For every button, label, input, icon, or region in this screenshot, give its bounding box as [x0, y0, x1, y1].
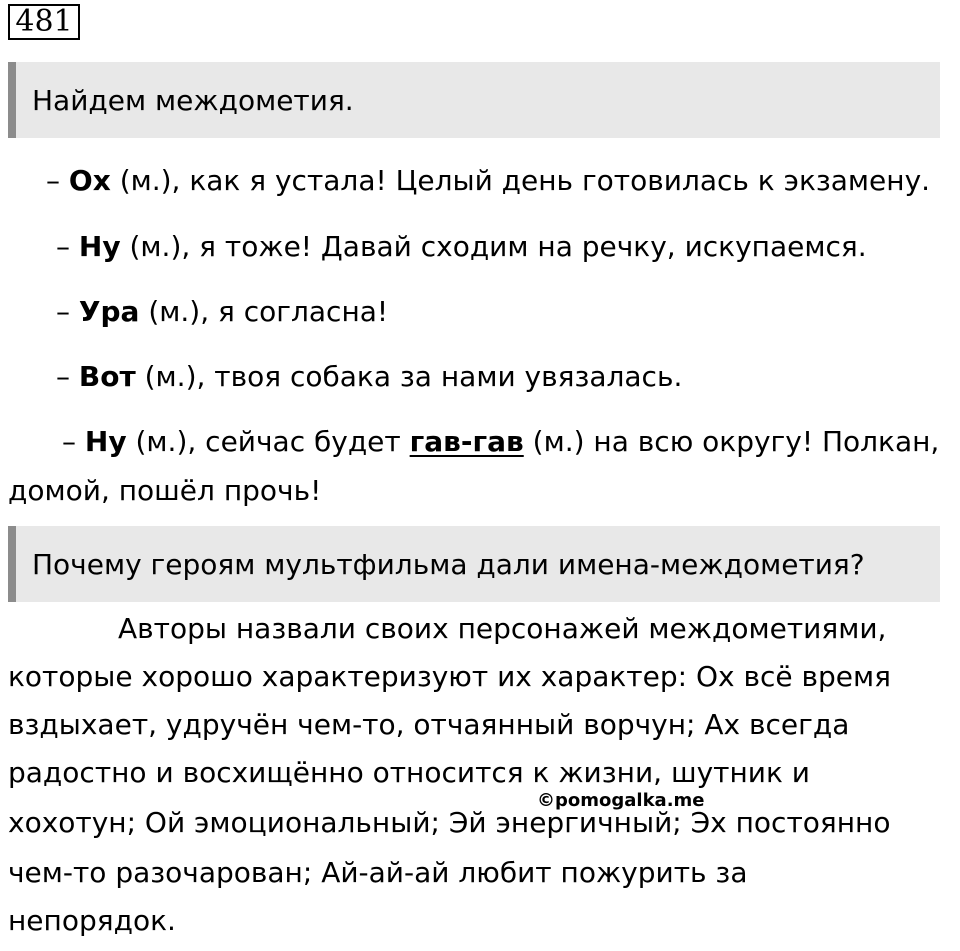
dash: –: [46, 164, 60, 197]
interjection: Ура: [78, 295, 140, 328]
dialogue-line-5: [62, 425, 960, 459]
section-heading-question: [8, 526, 940, 602]
dash: –: [56, 295, 70, 328]
interjection: Ну: [84, 425, 127, 458]
exercise-number: 481: [8, 4, 80, 40]
dialogue-text: (м.), твоя собака за нами увязалась.: [144, 360, 683, 393]
dialogue-text: (м.), как я устала! Целый день готовилась к экзамену.: [119, 164, 931, 197]
dash: –: [56, 230, 70, 263]
dialogue-text: (м.), я тоже! Давай сходим на речку, искупаемся.: [129, 230, 867, 263]
dialogue-text: (м.) на всю округу! Полкан,: [532, 425, 940, 458]
dialogue-line-2: [56, 230, 960, 264]
section-heading-text: Найдем междометия.: [32, 83, 354, 117]
answer-line: чем-то разочарован; Ай-ай-ай любит пожурить за: [8, 856, 748, 889]
answer-line: вздыхает, удручён чем-то, отчаянный ворчун; Ах всегда: [8, 708, 850, 741]
answer-line: которые хорошо характеризуют их характер: Ох всё время: [8, 660, 891, 693]
watermark: ©pomogalka.me: [537, 790, 705, 811]
dialogue-line-5-continuation: домой, пошёл прочь!: [8, 474, 322, 507]
dialogue-text: (м.), я согласна!: [148, 295, 389, 328]
dialogue-text: (м.), сейчас будет: [135, 425, 401, 458]
interjection: Ну: [78, 230, 121, 263]
dialogue-line-3: [56, 295, 960, 329]
section-heading-find-interjections: [8, 62, 940, 138]
answer-line: непорядок.: [8, 904, 176, 937]
interjection: Ох: [68, 164, 111, 197]
section-heading-text: Почему героям мультфильма дали имена-междометия?: [32, 547, 865, 581]
interjection: Вот: [78, 360, 136, 393]
interjection-underlined: гав-гав: [409, 425, 524, 458]
answer-line: радостно и восхищённо относится к жизни, шутник и: [8, 756, 810, 789]
dialogue-line-4: [56, 360, 960, 394]
dash: –: [56, 360, 70, 393]
dialogue-line-1: [46, 164, 960, 198]
dash: –: [62, 425, 76, 458]
answer-line: Авторы назвали своих персонажей междометиями,: [118, 612, 887, 645]
answer-line: хохотун; Ой эмоциональный; Эй энергичный; Эх постоянно: [8, 806, 891, 839]
